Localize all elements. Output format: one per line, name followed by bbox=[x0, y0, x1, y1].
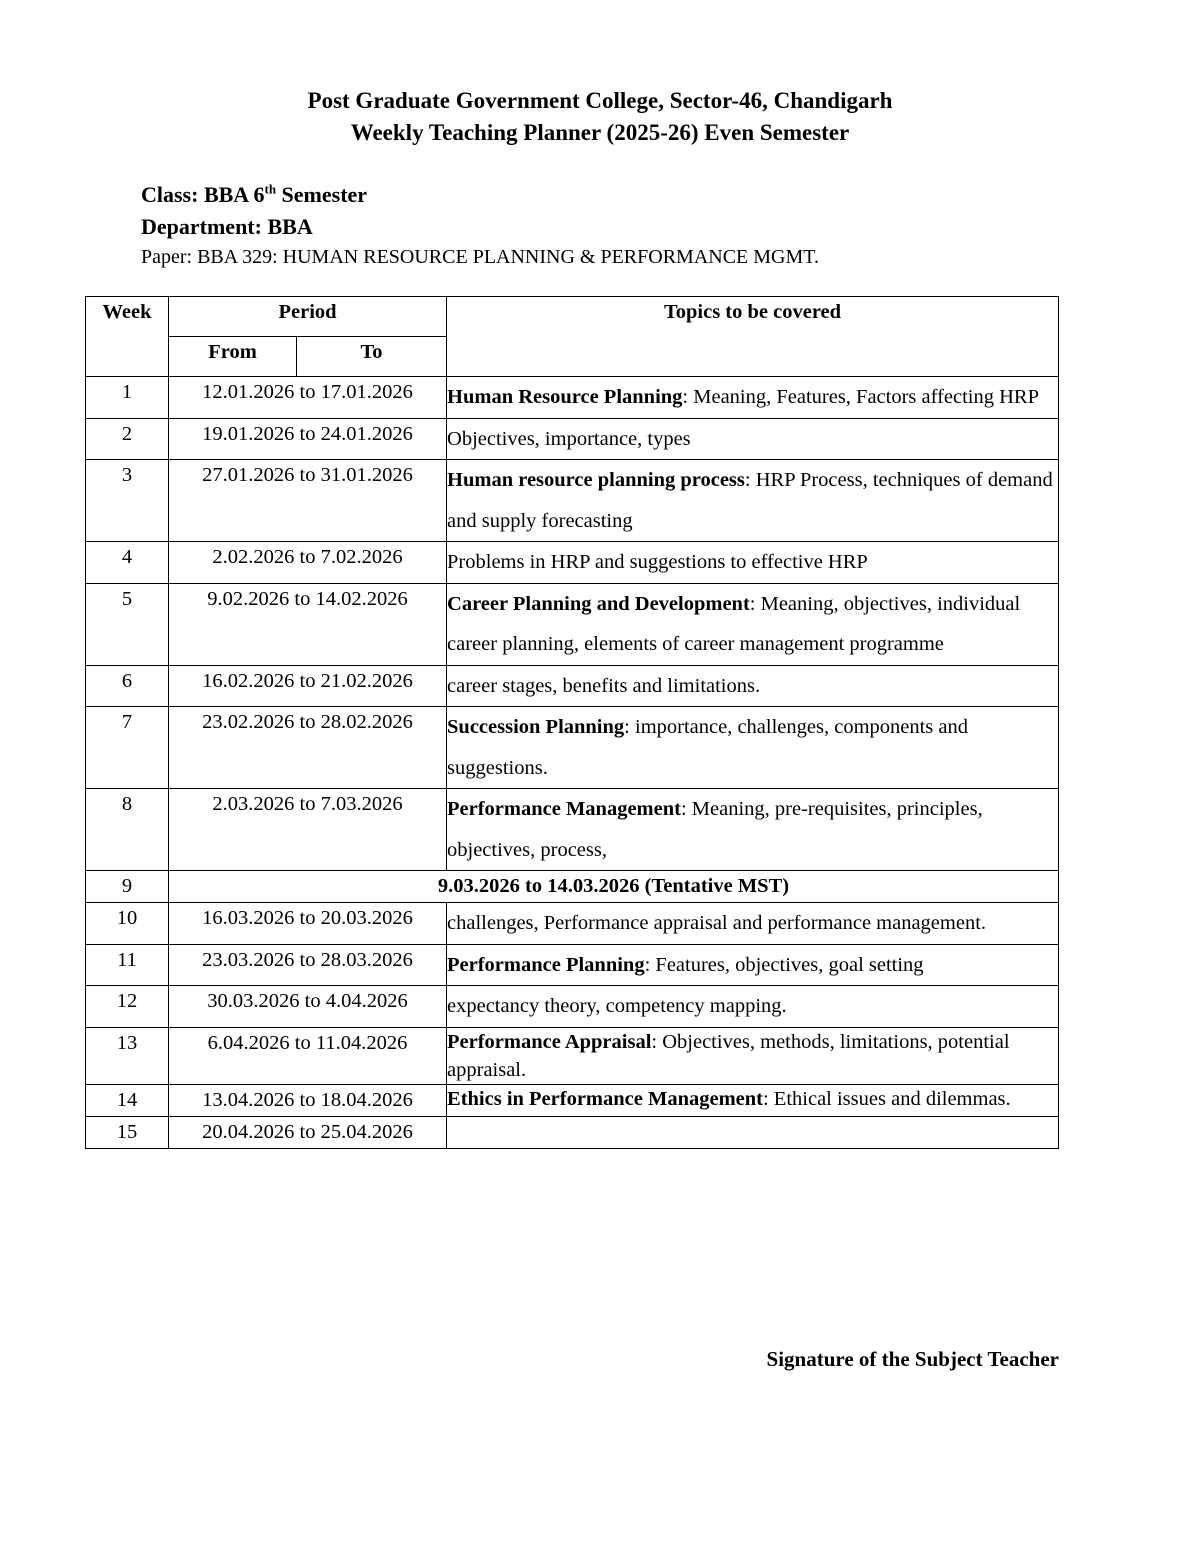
table-row bbox=[86, 707, 1059, 789]
planner-body bbox=[86, 377, 1059, 1149]
topic-cell bbox=[447, 903, 1059, 945]
week-cell: 9 bbox=[86, 871, 169, 903]
topic-cell bbox=[447, 583, 1059, 665]
department-line bbox=[141, 212, 313, 242]
period-cell: 19.01.2026 to 24.01.2026 bbox=[169, 418, 447, 460]
topic-text: : Objectives, methods, limitations, potential appraisal. bbox=[447, 1030, 1010, 1081]
week-cell: 6 bbox=[86, 665, 169, 707]
week-cell: 13 bbox=[86, 1027, 169, 1084]
topic-heading: Human Resource Planning bbox=[447, 386, 683, 408]
topic-cell bbox=[447, 665, 1059, 707]
topic-heading: Performance Planning bbox=[447, 953, 645, 976]
paper-value: BBA 329: HUMAN RESOURCE PLANNING & PERFORMANCE MGMT. bbox=[197, 246, 820, 268]
table-row bbox=[86, 789, 1059, 871]
topic-cell bbox=[447, 542, 1059, 584]
period-cell: 2.02.2026 to 7.02.2026 bbox=[169, 542, 447, 584]
table-row bbox=[86, 583, 1059, 665]
signature-label: Signature of the Subject Teacher bbox=[766, 1347, 1059, 1371]
period-cell: 23.03.2026 to 28.03.2026 bbox=[169, 944, 447, 986]
week-cell: 7 bbox=[86, 707, 169, 789]
topic-cell bbox=[447, 377, 1059, 419]
topic-heading: Human resource planning process bbox=[447, 469, 745, 491]
period-cell: 16.02.2026 to 21.02.2026 bbox=[169, 665, 447, 707]
week-cell: 3 bbox=[86, 460, 169, 542]
topic-cell bbox=[447, 707, 1059, 789]
period-cell: 6.04.2026 to 11.04.2026 bbox=[169, 1027, 447, 1084]
topic-heading: Ethics in Performance Management bbox=[447, 1087, 763, 1110]
week-cell: 14 bbox=[86, 1084, 169, 1116]
topic-text: Objectives, importance, types bbox=[447, 427, 691, 450]
college-title: Post Graduate Government College, Sector-46, Chandigarh bbox=[307, 88, 893, 113]
table-row bbox=[86, 903, 1059, 945]
table-row bbox=[86, 871, 1059, 903]
table-row bbox=[86, 418, 1059, 460]
week-cell: 1 bbox=[86, 377, 169, 419]
table-row bbox=[86, 944, 1059, 986]
week-cell: 4 bbox=[86, 542, 169, 584]
to-header: To bbox=[297, 337, 447, 377]
table-row bbox=[86, 1027, 1059, 1084]
class-line bbox=[141, 180, 367, 210]
topic-heading: Performance Management bbox=[447, 798, 681, 820]
period-cell: 27.01.2026 to 31.01.2026 bbox=[169, 460, 447, 542]
from-header: From bbox=[169, 337, 297, 377]
planner-title: Weekly Teaching Planner (2025-26) Even Semester bbox=[350, 120, 850, 145]
topic-cell bbox=[447, 944, 1059, 986]
topic-cell bbox=[447, 1084, 1059, 1116]
week-cell: 10 bbox=[86, 903, 169, 945]
topic-text: career stages, benefits and limitations. bbox=[447, 674, 761, 697]
week-cell: 5 bbox=[86, 583, 169, 665]
topic-text: : Ethical issues and dilemmas. bbox=[762, 1087, 1011, 1110]
period-cell: 30.03.2026 to 4.04.2026 bbox=[169, 986, 447, 1028]
week-cell: 2 bbox=[86, 418, 169, 460]
class-label: Class: bbox=[141, 182, 199, 207]
table-row bbox=[86, 1116, 1059, 1148]
topic-cell bbox=[447, 789, 1059, 871]
topic-text: expectancy theory, competency mapping. bbox=[447, 995, 787, 1017]
topic-cell bbox=[447, 460, 1059, 542]
period-cell: 23.02.2026 to 28.02.2026 bbox=[169, 707, 447, 789]
period-cell: 20.04.2026 to 25.04.2026 bbox=[169, 1116, 447, 1148]
period-cell: 12.01.2026 to 17.01.2026 bbox=[169, 377, 447, 419]
department-label: Department: bbox=[141, 214, 262, 239]
table-row bbox=[86, 1084, 1059, 1116]
topic-cell bbox=[447, 986, 1059, 1028]
week-cell: 8 bbox=[86, 789, 169, 871]
period-header: Period bbox=[169, 297, 447, 337]
topic-cell bbox=[447, 418, 1059, 460]
topic-text: : Features, objectives, goal setting bbox=[644, 953, 924, 976]
period-cell: 2.03.2026 to 7.03.2026 bbox=[169, 789, 447, 871]
topic-text: : Meaning, objectives, individual career planning, elements of career management programme bbox=[447, 592, 1021, 655]
week-header: Week bbox=[86, 297, 169, 377]
period-cell: 16.03.2026 to 20.03.2026 bbox=[169, 903, 447, 945]
paper-line bbox=[141, 242, 819, 272]
paper-label: Paper: bbox=[141, 246, 193, 268]
table-row bbox=[86, 986, 1059, 1028]
topic-heading: Performance Appraisal bbox=[447, 1030, 652, 1053]
topic-heading: Career Planning and Development bbox=[447, 592, 750, 615]
topics-header: Topics to be covered bbox=[447, 297, 1059, 377]
table-row bbox=[86, 542, 1059, 584]
class-value: BBA 6th Semester bbox=[203, 181, 368, 207]
teaching-planner-table bbox=[85, 296, 1059, 1149]
week-cell: 11 bbox=[86, 944, 169, 986]
topic-text: : HRP Process, techniques of demand and supply forecasting bbox=[447, 469, 1053, 532]
topic-cell bbox=[447, 1027, 1059, 1084]
topic-text: Problems in HRP and suggestions to effective HRP bbox=[447, 551, 868, 573]
period-cell: 13.04.2026 to 18.04.2026 bbox=[169, 1084, 447, 1116]
mst-cell: 9.03.2026 to 14.03.2026 (Tentative MST) bbox=[169, 871, 1059, 903]
table-row bbox=[86, 665, 1059, 707]
week-cell: 12 bbox=[86, 986, 169, 1028]
topic-text: : Meaning, Features, Factors affecting HRP bbox=[682, 386, 1040, 408]
topic-text: : importance, challenges, components and suggestions. bbox=[447, 716, 969, 779]
topic-heading: Succession Planning bbox=[447, 716, 625, 738]
table-row bbox=[86, 460, 1059, 542]
topic-text: : Meaning, pre-requisites, principles, objectives, process, bbox=[447, 798, 983, 861]
topic-text: challenges, Performance appraisal and performance management. bbox=[447, 912, 987, 934]
week-cell: 15 bbox=[86, 1116, 169, 1148]
topic-cell bbox=[447, 1116, 1059, 1148]
period-cell: 9.02.2026 to 14.02.2026 bbox=[169, 583, 447, 665]
table-row bbox=[86, 377, 1059, 419]
department-value: BBA bbox=[267, 214, 313, 239]
